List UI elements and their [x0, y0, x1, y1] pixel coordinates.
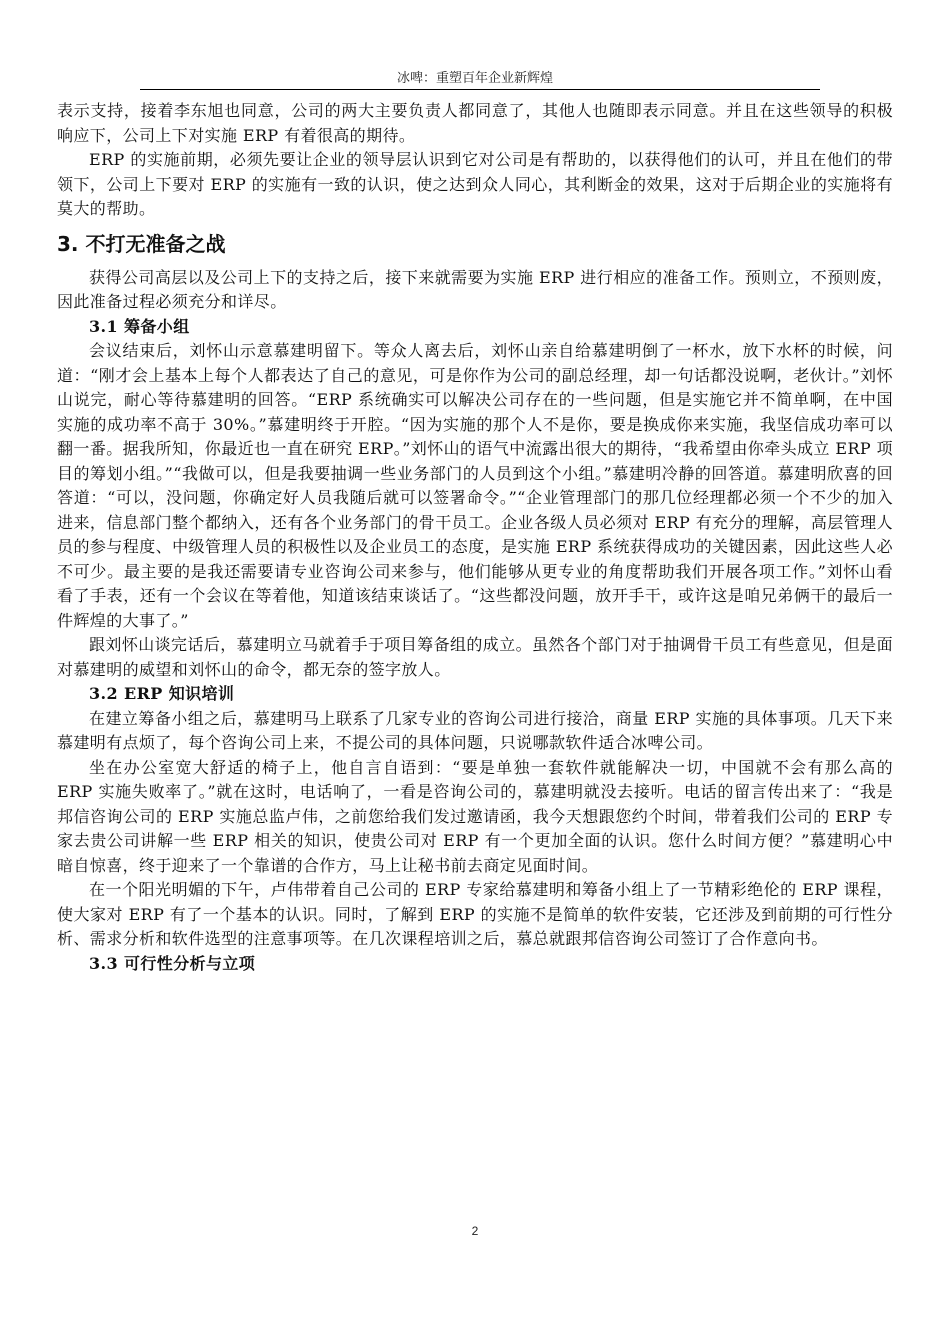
paragraph: 表示支持，接着李东旭也同意，公司的两大主要负责人都同意了，其他人也随即表示同意。并且在这些领导的积极响应下，公司上下对实施 ERP 有着很高的期待。: [57, 101, 893, 145]
subsection-heading: 3.3 可行性分析与立项: [89, 953, 256, 973]
running-header: 冰啤：重塑百年企业新辉煌: [396, 71, 553, 86]
subsection-heading: 3.1 筹备小组: [89, 316, 190, 336]
paragraph: 会议结束后，刘怀山示意慕建明留下。等众人离去后，刘怀山亲自给慕建明倒了一杯水，放下水杯的时候，问道：“刚才会上基本上每个人都表达了自己的意见，可是你作为公司的副总经理，却一句话都没说啊，老伙计。”刘怀山说完，耐心等待慕建明的回答。“ERP 系统确实可以解决公司存在的一些问题，但是实施它并不简单啊，在中国实施的成功率不高于 30%。”慕建明终于开腔。“因为实施的那个人不是你，要是换成你来实施，我坚信成功率可以翻一番。据我所知，你最近也一直在研究 ERP。”刘怀山的语气中流露出很大的期待，“我希望由你牵头成立 ERP 项目的筹划小组。”“我做可以，但是我要抽调一些业务部门的人员到这个小组。”慕建明冷静的回答道。慕建明欣喜的回答道：“可以，没问题，你确定好人员我随后就可以签署命令。”“企业管理部门的那几位经理都必须一个不少的加入进来，信息部门整个都纳入，还有各个业务部门的骨干员工。企业各级人员必须对 ERP 有充分的理解，高层管理人员的参与程度、中级管理人员的积极性以及企业员工的态度，是实施 ERP 系统获得成功的关键因素，因此这些人必不可少。最主要的是我还需要请专业咨询公司来参与，他们能够从更专业的角度帮助我们开展各项工作。”刘怀山看看了手表，还有一个会议在等着他，知道该结束谈话了。“这些都没问题，放开手干，或许这是咱兄弟俩干的最后一件辉煌的大事了。”: [57, 341, 893, 630]
section-heading: 3. 不打无准备之战: [57, 231, 226, 256]
paragraph: 跟刘怀山谈完话后，慕建明立马就着手于项目筹备组的成立。虽然各个部门对于抽调骨干员工有些意见，但是面对慕建明的威望和刘怀山的命令，都无奈的签字放人。: [57, 635, 893, 679]
page-number: 2: [471, 1224, 479, 1238]
paragraph: ERP 的实施前期，必须先要让企业的领导层认识到它对公司是有帮助的，以获得他们的认可，并且在他们的带领下，公司上下要对 ERP 的实施有一致的认识，使之达到众人同心，其利断金的效果，这对于后期企业的实施将有莫大的帮助。: [57, 150, 893, 218]
paragraph: 获得公司高层以及公司上下的支持之后，接下来就需要为实施 ERP 进行相应的准备工作。预则立，不预则废，因此准备过程必须充分和详尽。: [57, 267, 893, 311]
paragraph: 在建立筹备小组之后，慕建明马上联系了几家专业的咨询公司进行接洽，商量 ERP 实施的具体事项。几天下来慕建明有点烦了，每个咨询公司上来，不提公司的具体问题，只说哪款软件适合冰啤公司。: [57, 708, 893, 752]
paragraph: 坐在办公室宽大舒适的椅子上，他自言自语到：“要是单独一套软件就能解决一切，中国就不会有那么高的 ERP 实施失败率了。”就在这时，电话响了，一看是咨询公司的，慕建明就没去接听。电话的留言传出来了：“我是邦信咨询公司的 ERP 实施总监卢伟，之前您给我们发过邀请函，我今天想跟您约个时间，带着我们公司的 ERP 专家去贵公司讲解一些 ERP 相关的知识，使贵公司对 ERP 有一个更加全面的认识。您什么时间方便？”慕建明心中暗自惊喜，终于迎来了一个靠谱的合作方，马上让秘书前去商定见面时间。: [57, 757, 893, 875]
subsection-heading: 3.2 ERP 知识培训: [89, 684, 235, 703]
document-body: [57, 99, 893, 976]
header-divider: [140, 89, 820, 90]
paragraph: 在一个阳光明媚的下午，卢伟带着自己公司的 ERP 专家给慕建明和筹备小组上了一节精彩绝伦的 ERP 课程，使大家对 ERP 有了一个基本的认识。同时，了解到 ERP 的实施不是简单的软件安装，它还涉及到前期的可行性分析、需求分析和软件选型的注意事项等。在几次课程培训之后，慕总就跟邦信咨询公司签订了合作意向书。: [57, 880, 893, 948]
